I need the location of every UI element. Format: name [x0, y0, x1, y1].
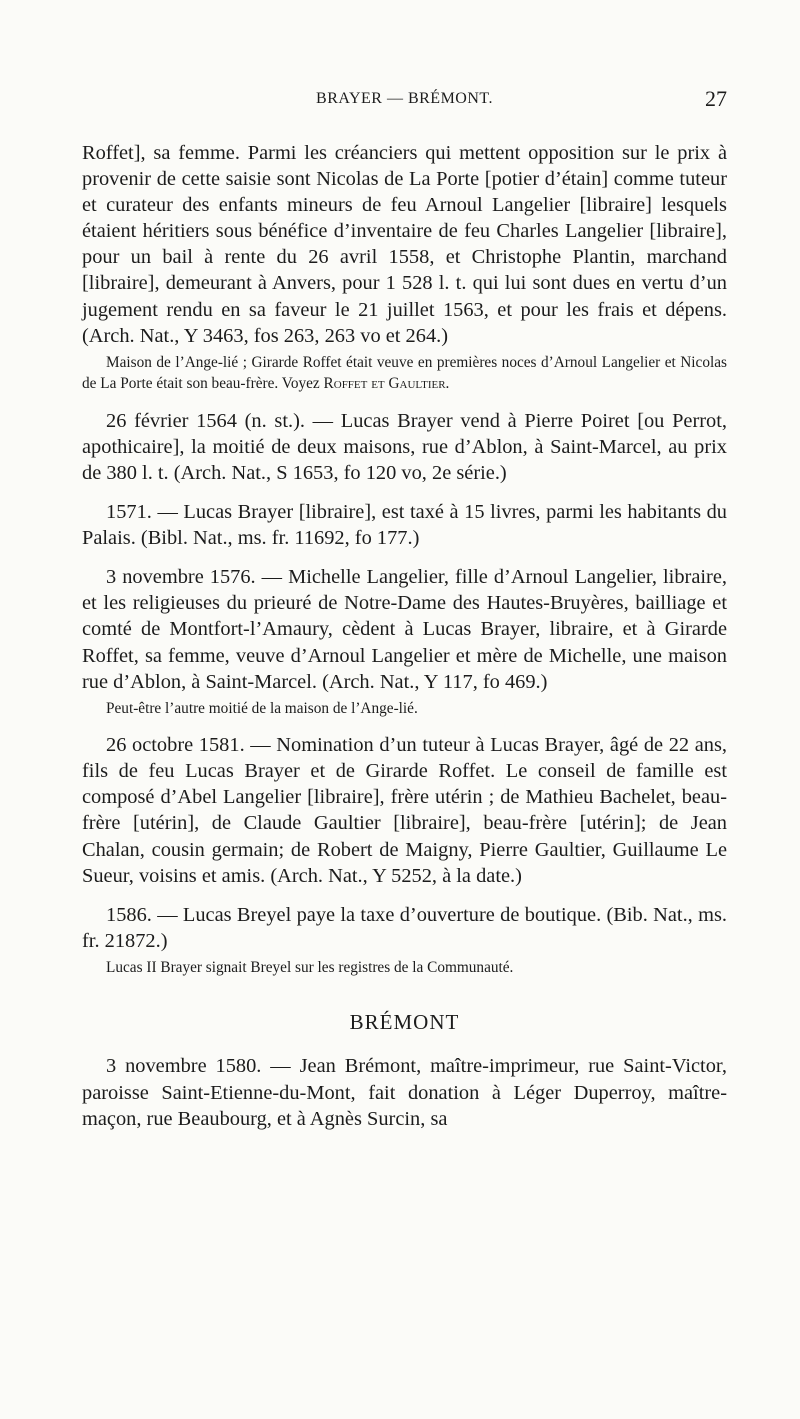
- body-text: [82, 140, 727, 1132]
- section-title-bremont: BRÉMONT: [349, 1010, 460, 1035]
- note-ange-lie-text: Maison de l’Ange-lié ; Girarde Roffet était veuve en premières noces d’Arnoul Langelier et Nicolas de La Porte était son beau-frère. Voyez: [82, 353, 727, 393]
- page-header: [82, 86, 727, 120]
- running-title: BRAYER — BRÉMONT.: [316, 90, 493, 107]
- paragraph-1581: 26 octobre 1581. — Nomination d’un tuteur à Lucas Brayer, âgé de 22 ans, fils de feu Lucas Brayer et de Girarde Roffet. Le conseil de famille est composé d’Abel Langelier [libraire], frère utérin ; de Mathieu Bachelet, beau-frère [utérin], de Claude Gaultier [libraire], beau-frère [utérin]; de Jean Chalan, cousin germain; de Robert de Maigny, Pierre Gaultier, Guillaume Le Sueur, voisins et amis. (Arch. Nat., Y 5252, à la date.): [82, 734, 727, 887]
- note-ange-lie: [82, 352, 727, 395]
- paragraph-1564: 26 février 1564 (n. st.). — Lucas Brayer vend à Pierre Poiret [ou Perrot, apothicaire], la moitié de deux maisons, rue d’Ablon, à Saint-Marcel, au prix de 380 l. t. (Arch. Nat., S 1653, fo 120 vo, 2e série.): [82, 409, 727, 484]
- paragraph-1586: 1586. — Lucas Breyel paye la taxe d’ouverture de boutique. (Bib. Nat., ms. fr. 21872.): [82, 903, 727, 952]
- paragraph-1571: 1571. — Lucas Brayer [libraire], est taxé à 15 livres, parmi les habitants du Palais. (Bibl. Nat., ms. fr. 11692, fo 177.): [82, 501, 727, 550]
- paragraph-1580: 3 novembre 1580. — Jean Brémont, maître-imprimeur, rue Saint-Victor, paroisse Saint-Etienne-du-Mont, fait donation à Léger Duperroy, maître-maçon, rue Beaubourg, et à Agnès Surcin, sa: [82, 1055, 727, 1130]
- note-autre-moitie: Peut-être l’autre moitié de la maison de l’Ange-lié.: [106, 699, 418, 717]
- paragraph-1576: 3 novembre 1576. — Michelle Langelier, fille d’Arnoul Langelier, libraire, et les religieuses du prieuré de Notre-Dame des Hautes-Bruyères, bailliage et comté de Montfort-l’Amaury, cèdent à Lucas Brayer, libraire, et à Girarde Roffet, sa femme, veuve d’Arnoul Langelier et mère de Michelle, une maison rue d’Ablon, à Saint-Marcel. (Arch. Nat., Y 117, fo 469.): [82, 566, 727, 693]
- paragraph-roffet-creanciers: Roffet], sa femme. Parmi les créanciers qui mettent opposition sur le prix à provenir de cette saisie sont Nicolas de La Porte [potier d’étain] comme tuteur et curateur des enfants mineurs de feu Arnoul Langelier [libraire] lesquels étaient héritiers sous bénéfice d’inventaire de feu Charles Langelier [libraire], pour un bail à rente du 26 avril 1558, et Christophe Plantin, marchand [libraire], demeurant à Anvers, pour 1 528 l. t. qui lui sont dues en vertu d’un jugement rendu en sa faveur le 21 juillet 1563, et pour les frais et dépens. (Arch. Nat., Y 3463, fos 263, 263 vo et 264.): [82, 142, 727, 347]
- note-names: Roffet et Gaultier.: [323, 375, 450, 393]
- page-number: 27: [705, 86, 727, 111]
- note-breyel: Lucas II Brayer signait Breyel sur les registres de la Communauté.: [106, 958, 514, 976]
